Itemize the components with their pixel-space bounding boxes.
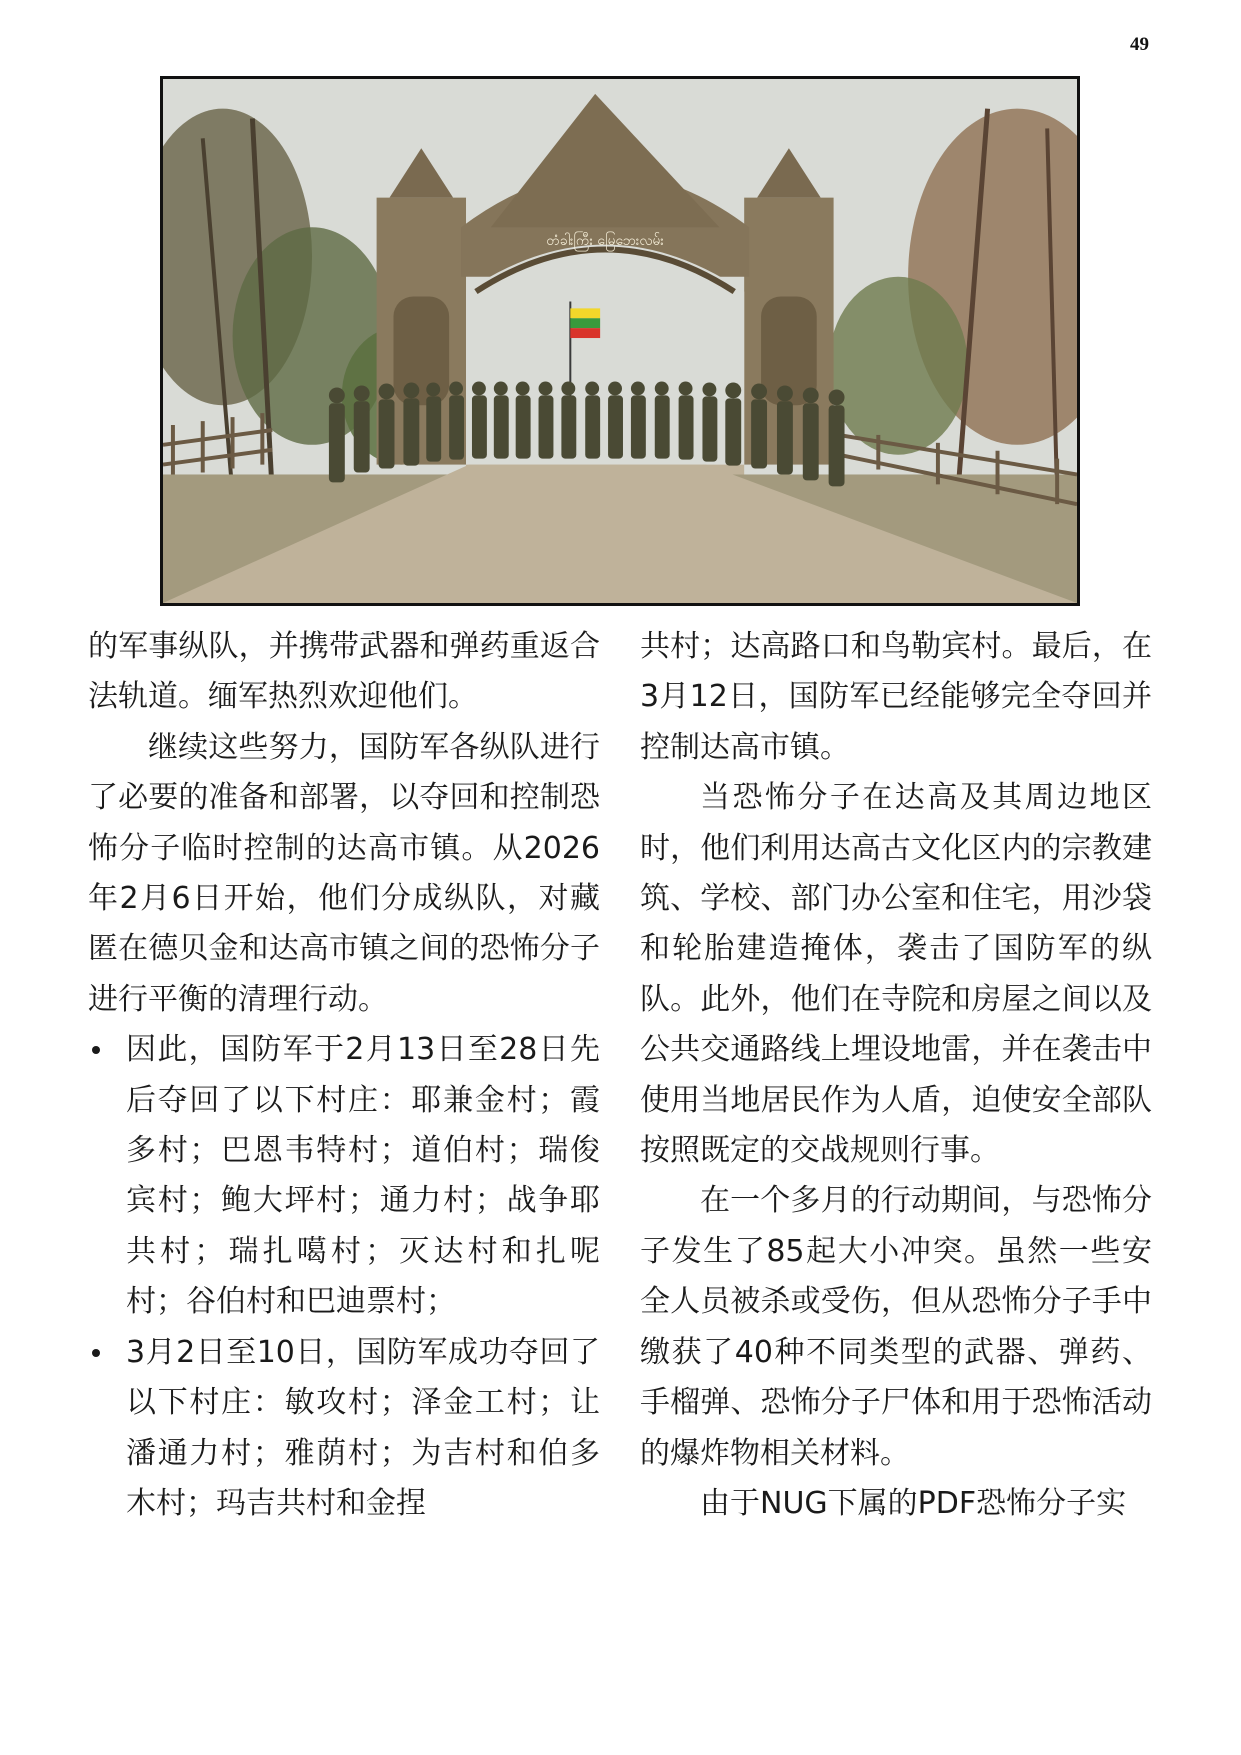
right-paragraph-3: 在一个多月的行动期间，与恐怖分子发生了85起大小冲突。虽然一些安全人员被杀或受伤，但从恐怖分子手中缴获了40种不同类型的武器、弹药、手榴弹、恐怖分子尸体和用于恐怖活动的爆炸物相关材料。 (640, 1183, 1152, 1471)
right-paragraph-4: 由于NUG下属的PDF恐怖分子实 (700, 1485, 1127, 1521)
right-paragraph-2: 当恐怖分子在达高及其周边地区时，他们利用达高古文化区内的宗教建筑、学校、部门办公室和住宅，用沙袋和轮胎建造掩体，袭击了国防军的纵队。此外，他们在寺院和房屋之间以及公共交通路线上埋设地雷，并在袭击中使用当地居民作为人盾，迫使安全部队按照既定的交战规则行事。 (640, 780, 1152, 1169)
bullet-text-1: 因此，国防军于2月13日至28日先后夺回了以下村庄：耶兼金村；霞多村；巴恩韦特村；道伯村；瑞俊宾村；鲍大坪村；通力村；战争耶共村；瑞扎噶村；灭达村和扎呢村；谷伯村和巴迪票村； (126, 1032, 600, 1320)
bullet-dot-icon (92, 1349, 100, 1357)
bullet-dot-icon (92, 1046, 100, 1054)
photo-gateway-soldiers (160, 76, 1080, 606)
left-column (88, 622, 600, 1529)
bullet-item-2 (88, 1328, 600, 1530)
photo-illustration (163, 79, 1077, 603)
bullet-text-2: 3月2日至10日，国防军成功夺回了以下村庄：敏攻村；泽金工村；让潘通力村；雅荫村；为吉村和伯多木村；玛吉共村和金捏 (126, 1334, 600, 1521)
arch-inscription: တံခါးကြီး မြေဘေးလမ်း (546, 233, 664, 250)
left-paragraph-2: 继续这些努力，国防军各纵队进行了必要的准备和部署，以夺回和控制恐怖分子临时控制的达高市镇。从2026年2月6日开始，他们分成纵队，对藏匿在德贝金和达高市镇之间的恐怖分子进行平衡的清理行动。 (88, 729, 600, 1017)
village-bullet-list (88, 1025, 600, 1529)
right-paragraph-1: 共村；达高路口和鸟勒宾村。最后，在3月12日，国防军已经能够完全夺回并控制达高市镇。 (640, 629, 1152, 765)
right-column (640, 622, 1152, 1529)
bullet-item-1 (88, 1025, 600, 1327)
page-number: 49 (1130, 34, 1149, 55)
left-paragraph-1: 的军事纵队，并携带武器和弹药重返合法轨道。缅军热烈欢迎他们。 (88, 629, 600, 715)
